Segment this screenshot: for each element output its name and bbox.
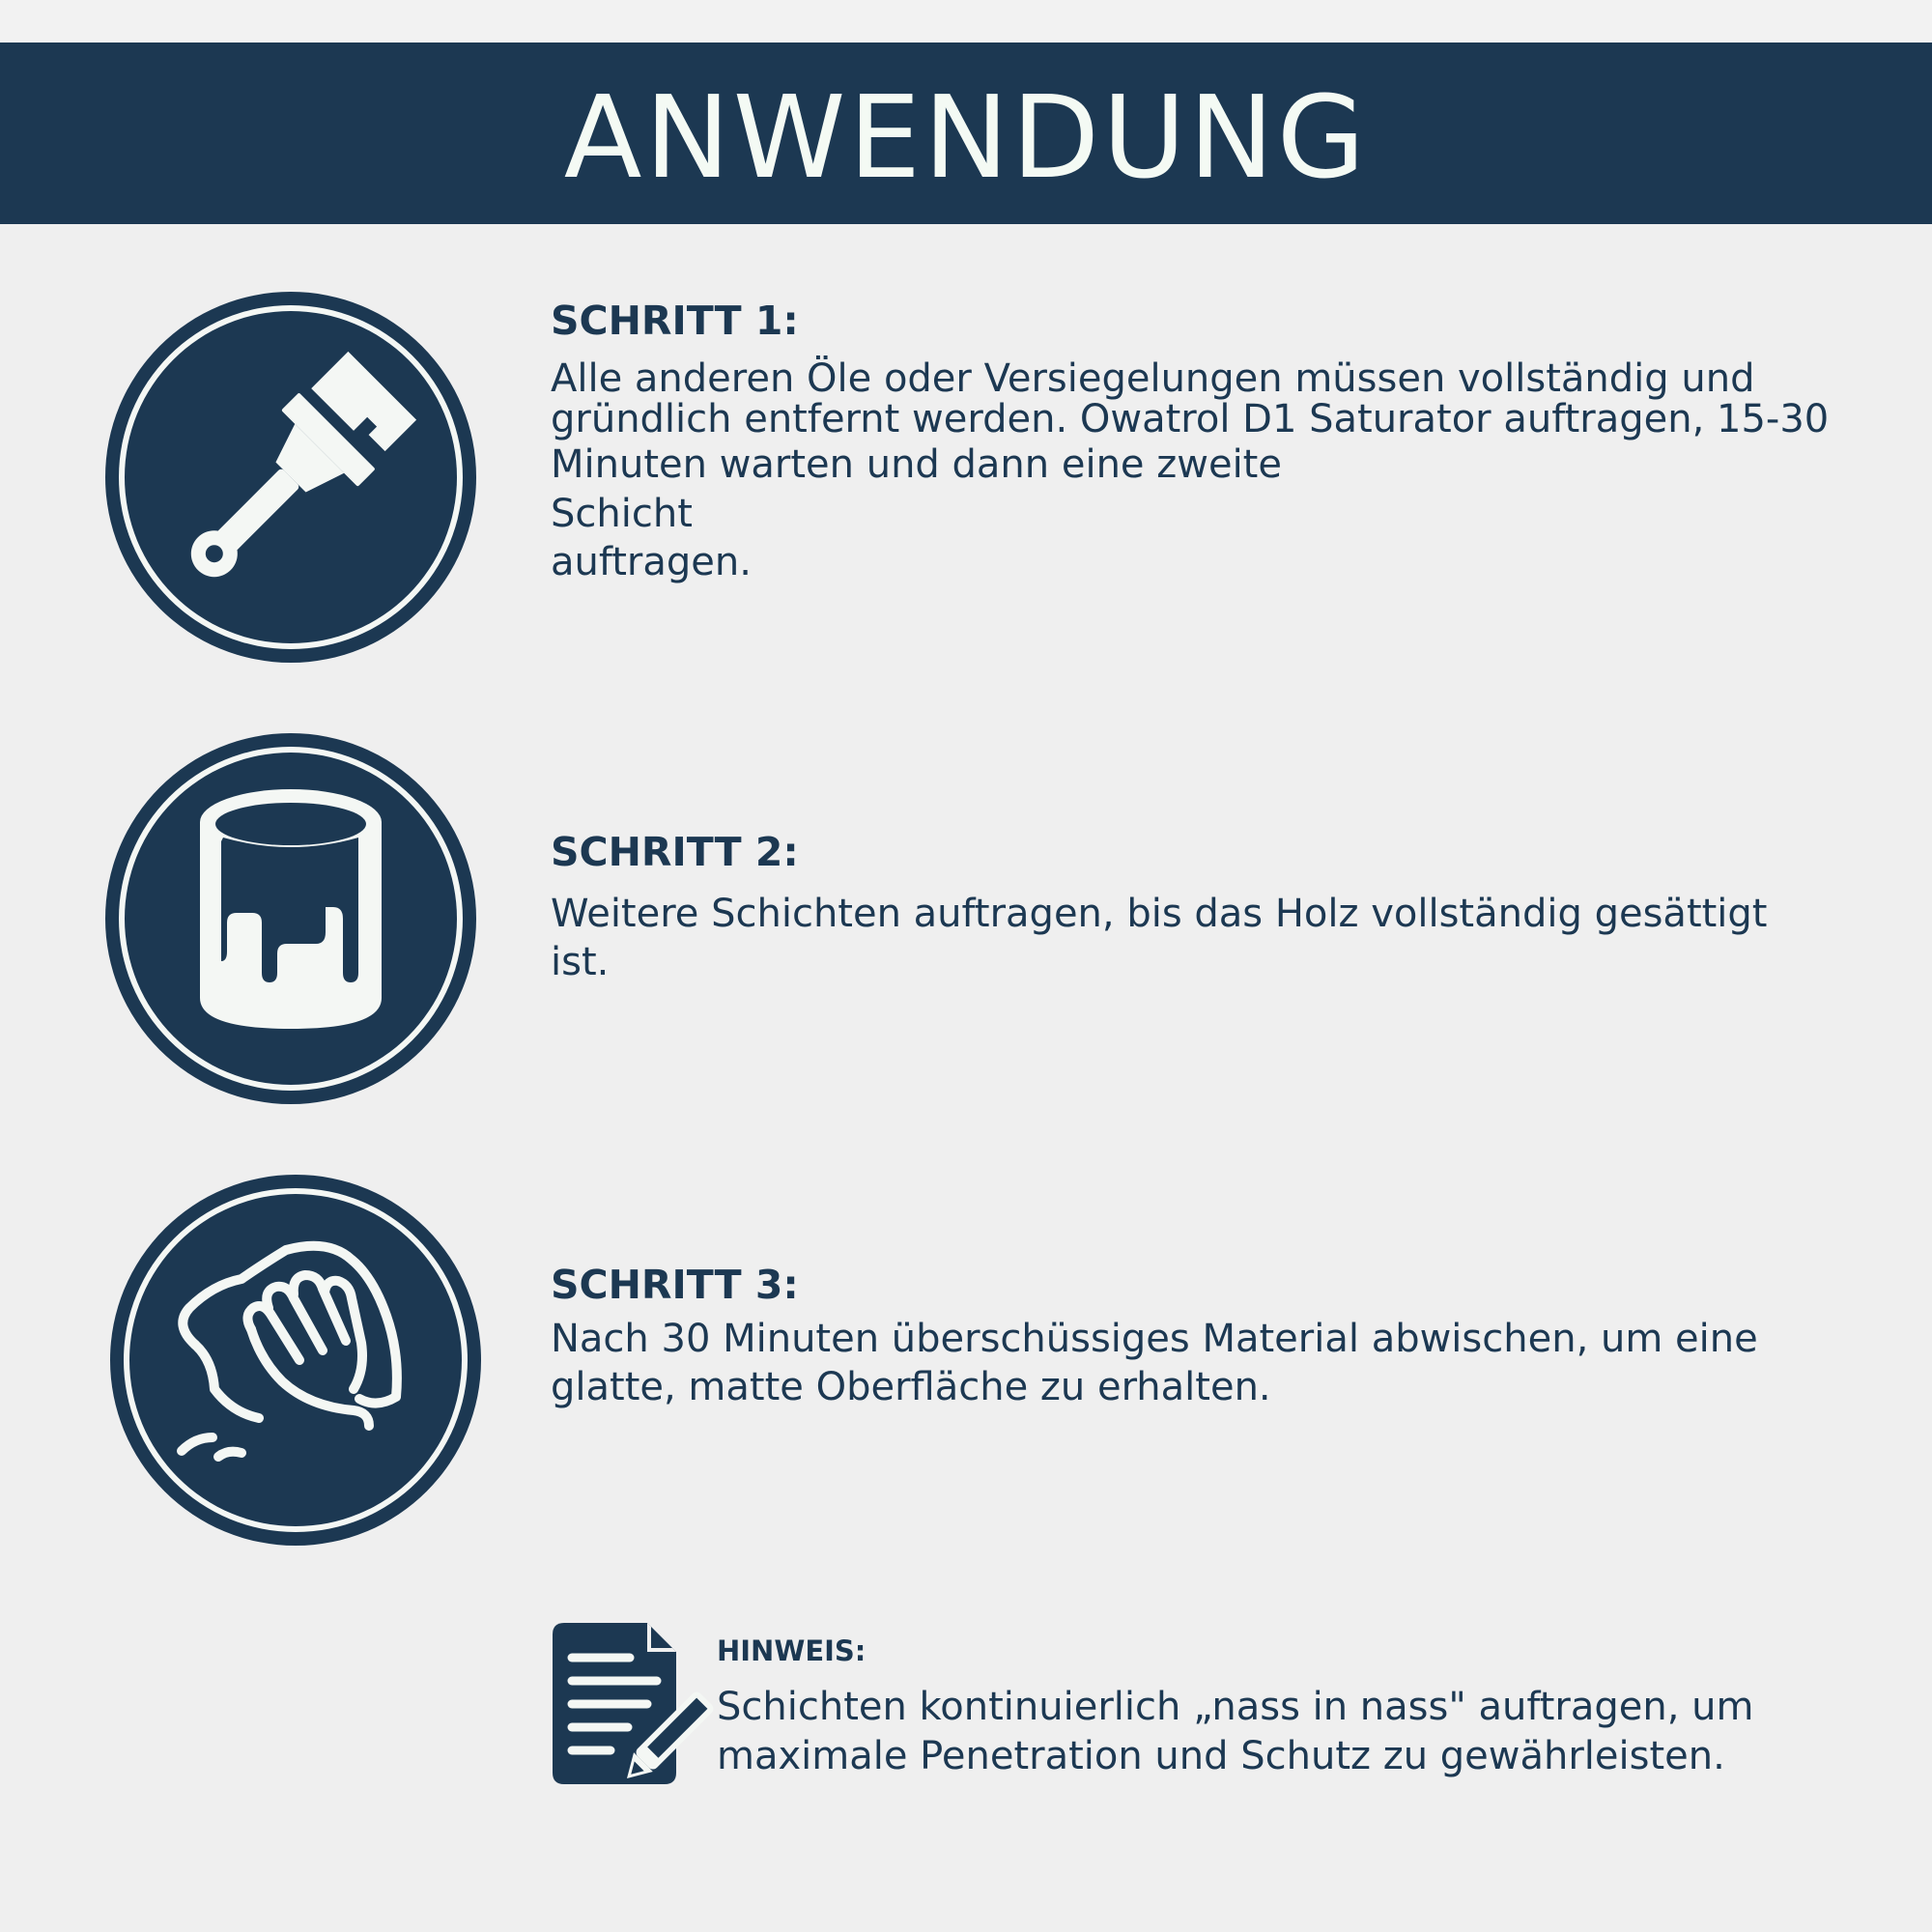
step-2 (551, 829, 1903, 986)
hand-wiping-cloth-icon (106, 1171, 485, 1549)
note-box (717, 1634, 1915, 1781)
step-2-line: ist. (551, 940, 610, 985)
top-strip (0, 0, 1932, 43)
header-banner (0, 43, 1932, 224)
step-1-line: Alle anderen Öle oder Versiegelungen müssen vollständig und (551, 356, 1755, 402)
note-line: maximale Penetration und Schutz zu gewährleisten. (717, 1734, 1725, 1778)
step-3-line: glatte, matte Oberfläche zu erhalten. (551, 1365, 1271, 1410)
document-pencil-icon (551, 1623, 720, 1792)
step-3-title: SCHRITT 3: (551, 1262, 799, 1308)
step-1 (551, 298, 1903, 586)
step-1-line: Minuten warten und dann eine zweite (551, 442, 1282, 488)
step-1-line: auftragen. (551, 540, 752, 585)
note-line: Schichten kontinuierlich „nass in nass" auftragen, um (717, 1685, 1754, 1729)
step-2-title: SCHRITT 2: (551, 829, 799, 875)
page-title: ANWENDUNG (563, 71, 1369, 204)
step-2-line: Weitere Schichten auftragen, bis das Holz vollständig gesättigt (551, 892, 1768, 937)
note-title: HINWEIS: (717, 1634, 867, 1667)
step-3-line: Nach 30 Minuten überschüssiges Material abwischen, um eine (551, 1317, 1758, 1362)
step-1-line: Schicht (551, 492, 693, 537)
step-1-title: SCHRITT 1: (551, 298, 799, 344)
paintbrush-icon (101, 288, 480, 667)
step-3 (551, 1262, 1903, 1411)
step-1-line: gründlich entfernt werden. Owatrol D1 Saturator auftragen, 15-30 (551, 397, 1830, 442)
paint-can-icon (101, 729, 480, 1108)
